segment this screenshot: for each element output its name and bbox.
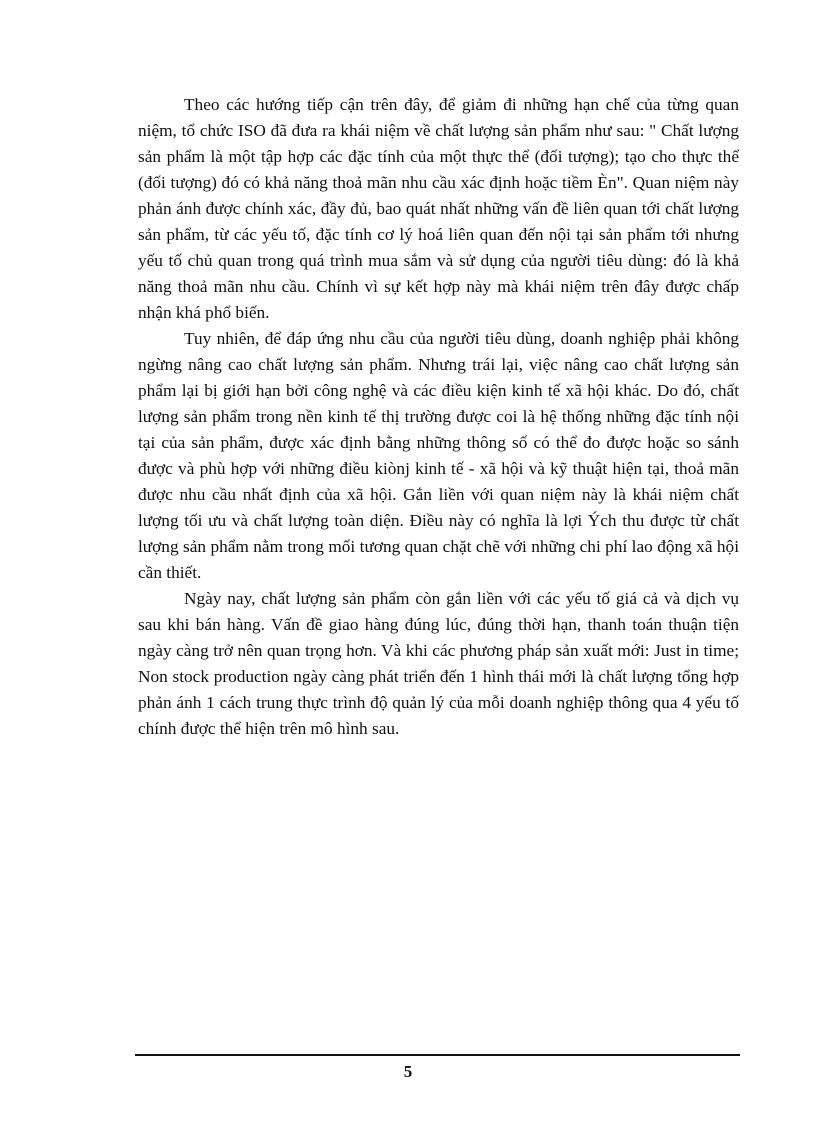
- paragraph-iso-definition: Theo các hướng tiếp cận trên đây, để giảm đi những hạn chế của từng quan niệm, tổ chức ISO đã đưa ra khái niệm về chất lượng sản phẩm như sau: " Chất lượng sản phẩm là một tập hợp các đặc tính của một thực thể (đối tượng); tạo cho thực thể (đối tượng) đó có khả năng thoả mãn nhu cầu xác định hoặc tiềm Èn". Quan niệm này phản ánh được chính xác, đầy đủ, bao quát nhất những vấn đề liên quan tới chất lượng sản phẩm, từ các yếu tố, đặc tính cơ lý hoá liên quan đến nội tại sản phẩm tới nhưng yếu tố chủ quan trong quá trình mua sắm và sử dụng của người tiêu dùng: đó là khả năng thoả mãn nhu cầu. Chính vì sự kết hợp này mà khái niệm trên đây được chấp nhận khá phổ biến.: [138, 95, 739, 322]
- footer-divider: [135, 1054, 740, 1056]
- paragraph-quality-limits: Tuy nhiên, để đáp ứng nhu cầu của người tiêu dùng, doanh nghiệp phải không ngừng nâng cao chất lượng sản phẩm. Nhưng trái lại, việc nâng cao chất lượng sản phẩm lại bị giới hạn bởi công nghệ và các điều kiện kinh tế xã hội khác. Do đó, chất lượng sản phẩm trong nền kinh tế thị trường được coi là hệ thống những đặc tính nội tại của sản phẩm, được xác định bằng những thông số có thể đo được hoặc so sánh được và phù hợp với những điều kiònj kinh tế - xã hội và kỹ thuật hiện tại, thoả mãn được nhu cầu nhất định của xã hội. Gắn liền với quan niệm này là khái niệm chất lượng tối ưu và chất lượng toàn diện. Điều này có nghĩa là lợi Ých thu được từ chất lượng sản phẩm nằm trong mối tương quan chặt chẽ với những chi phí lao động xã hội cần thiết.: [138, 329, 739, 582]
- page-body: [138, 92, 739, 742]
- page-number: 5: [403, 1062, 413, 1081]
- paragraph-price-service: Ngày nay, chất lượng sản phẩm còn gắn liền với các yếu tố giá cả và dịch vụ sau khi bán hàng. Vấn đề giao hàng đúng lúc, đúng thời hạn, thanh toán thuận tiện ngày càng trở nên quan trọng hơn. Và khi các phương pháp sản xuất mới: Just in time; Non stock production ngày càng phát triển đến 1 hình thái mới là chất lượng tổng hợp phản ánh 1 cách trung thực trình độ quản lý của mỗi doanh nghiệp thông qua 4 yếu tố chính được thể hiện trên mô hình sau.: [138, 589, 739, 738]
